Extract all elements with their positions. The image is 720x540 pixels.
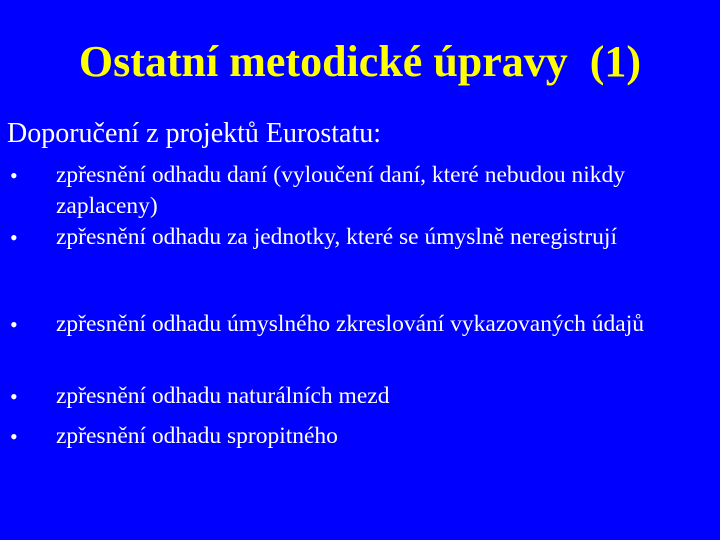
bullet-icon: • [10, 225, 18, 250]
slide-title: Ostatní metodické úpravy (1) [78, 37, 642, 86]
bullet-icon: • [10, 312, 18, 337]
bullet-icon: • [10, 384, 18, 409]
bullet-text: zpřesnění odhadu za jednotky, které se úmyslně neregistrují [56, 224, 617, 250]
bullet-text: zpřesnění odhadu úmyslného zkreslování vykazovaných údajů [56, 311, 644, 337]
intro-text: Doporučení z projektů Eurostatu: [7, 118, 382, 149]
bullet-text: zpřesnění odhadu naturálních mezd [56, 383, 390, 409]
bullet-icon: • [10, 424, 18, 449]
bullet-text: zpřesnění odhadu daní (vyloučení daní, které nebudou nikdy zaplaceny) [56, 162, 626, 219]
bullet-text: zpřesnění odhadu spropitného [56, 423, 338, 449]
bullet-icon: • [10, 163, 18, 188]
